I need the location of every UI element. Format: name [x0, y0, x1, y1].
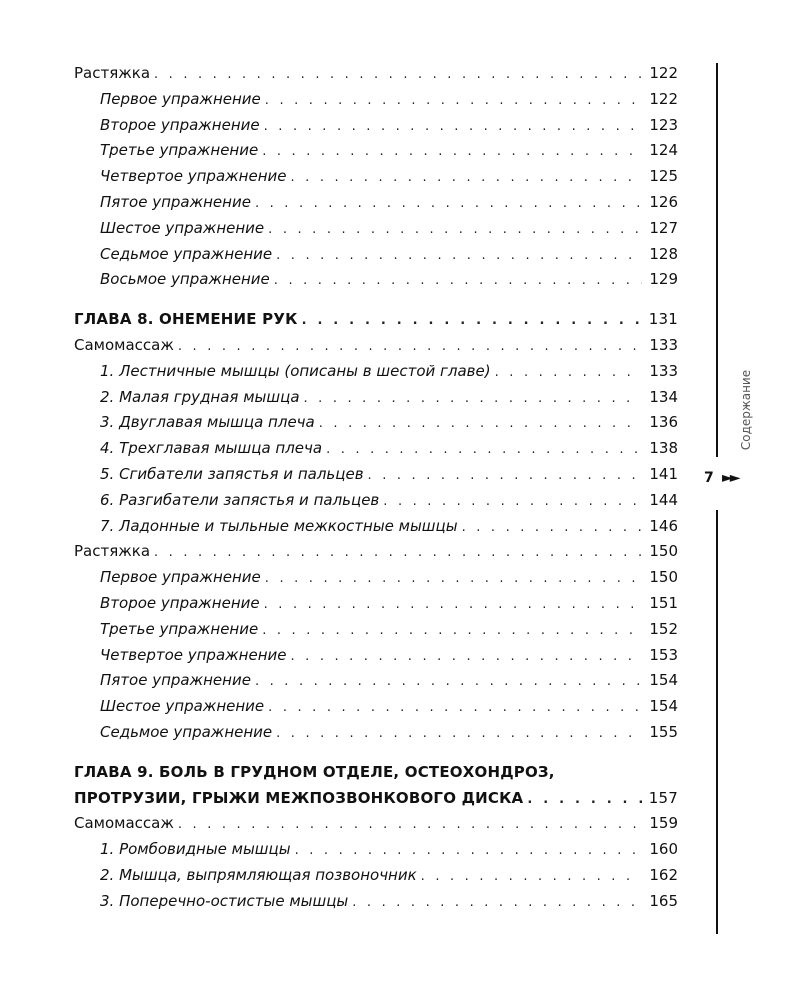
toc-title: Пятое упражнение: [100, 671, 251, 690]
toc-title: Растяжка: [74, 64, 151, 82]
toc-page: 160: [649, 840, 678, 859]
toc-title: Пятое упражнение: [100, 192, 251, 211]
toc-entry-exercise[interactable]: [74, 643, 678, 669]
toc-title: Растяжка: [74, 542, 151, 561]
toc-entry-exercise[interactable]: [74, 190, 678, 216]
toc-title: Третье упражнение: [100, 141, 259, 160]
toc-title: 2. Мышца, выпрямляющая позвоночник: [100, 865, 417, 884]
toc-page: 122: [649, 89, 678, 108]
toc-title: 4. Трехглавая мышца плеча: [100, 439, 323, 458]
toc-title: Самомассаж: [74, 814, 174, 833]
dot-leader: [255, 191, 642, 217]
toc-entry-exercise[interactable]: [74, 565, 678, 591]
toc-title: Восьмое упражнение: [100, 270, 270, 289]
toc-page: 128: [649, 244, 678, 263]
dot-leader: [274, 268, 642, 294]
dot-leader: [352, 890, 642, 916]
dot-leader: [262, 139, 642, 165]
toc-title: ГЛАВА 9. БОЛЬ В ГРУДНОМ ОТДЕЛЕ, ОСТЕОХОНДРОЗ,: [74, 762, 555, 781]
toc-page: 146: [649, 516, 678, 535]
dot-leader: [462, 515, 642, 541]
toc-page: 133: [649, 335, 678, 354]
toc-entry-muscle[interactable]: [74, 385, 678, 411]
margin-rule-top: [716, 63, 718, 457]
toc-page: 126: [649, 192, 678, 211]
toc-title: Самомассаж: [74, 335, 174, 354]
toc-page: 123: [649, 115, 678, 134]
dot-leader: [154, 540, 642, 566]
toc-page: 154: [649, 671, 678, 690]
toc-page: 141: [649, 464, 678, 483]
toc-entry-exercise[interactable]: [74, 720, 678, 746]
toc-entry-exercise[interactable]: [74, 87, 678, 113]
dot-leader: [383, 489, 642, 515]
dot-leader: [178, 812, 642, 838]
toc-title: ПРОТРУЗИИ, ГРЫЖИ МЕЖПОЗВОНКОВОГО ДИСКА: [74, 788, 524, 807]
toc-title: 6. Разгибатели запястья и пальцев: [100, 490, 380, 509]
dot-leader: [265, 566, 642, 592]
toc-page: 159: [649, 814, 678, 833]
dot-leader: [154, 62, 642, 88]
toc-entry-exercise[interactable]: [74, 216, 678, 242]
toc-title: 5. Сгибатели запястья и пальцев: [100, 464, 364, 483]
dot-leader: [495, 360, 642, 386]
toc-entry-exercise[interactable]: [74, 668, 678, 694]
toc-entry-muscle[interactable]: [74, 863, 678, 889]
toc-page: 131: [648, 310, 678, 329]
toc-entry-chapter[interactable]: [74, 307, 678, 333]
toc-entry-section[interactable]: [74, 539, 678, 565]
double-arrow-icon: ►►: [722, 470, 738, 486]
toc-title: 3. Поперечно-остистые мышцы: [100, 891, 349, 910]
toc-title: 1. Лестничные мышцы (описаны в шестой главе): [100, 361, 491, 380]
toc-title: Седьмое упражнение: [100, 244, 273, 263]
toc-entry-section[interactable]: [74, 333, 678, 359]
dot-leader: [268, 217, 642, 243]
margin-rule-bottom: [716, 510, 718, 934]
toc-title: 3. Двуглавая мышца плеча: [100, 413, 315, 432]
toc-title: Шестое упражнение: [100, 697, 265, 716]
dot-leader: [264, 114, 642, 140]
toc-entry-exercise[interactable]: [74, 617, 678, 643]
toc-page: 124: [649, 141, 678, 160]
dot-leader: [304, 386, 642, 412]
table-of-contents: [74, 61, 678, 915]
toc-entry-section[interactable]: [74, 61, 678, 87]
toc-page: 151: [649, 593, 678, 612]
dot-leader: [527, 787, 642, 813]
toc-title: 1. Ромбовидные мышцы: [100, 840, 291, 859]
dot-leader: [265, 88, 642, 114]
toc-title: Второе упражнение: [100, 593, 260, 612]
page-number: 7: [704, 470, 714, 486]
toc-entry-muscle[interactable]: [74, 410, 678, 436]
section-label-text: Содержание: [739, 369, 753, 451]
toc-entry-exercise[interactable]: [74, 113, 678, 139]
toc-page: 136: [649, 413, 678, 432]
toc-page: 133: [649, 361, 678, 380]
dot-leader: [319, 411, 642, 437]
chapter-spacer: [74, 293, 678, 307]
toc-entry-exercise[interactable]: [74, 138, 678, 164]
toc-entry-muscle[interactable]: [74, 889, 678, 915]
toc-page: 153: [649, 645, 678, 664]
dot-leader: [326, 437, 642, 463]
dot-leader: [302, 308, 642, 334]
dot-leader: [421, 864, 642, 890]
toc-page: 152: [649, 619, 678, 638]
toc-entry-chapter-cont[interactable]: [74, 786, 678, 812]
dot-leader: [290, 644, 642, 670]
toc-page: 127: [649, 218, 678, 237]
toc-entry-muscle[interactable]: [74, 462, 678, 488]
dot-leader: [276, 243, 642, 269]
dot-leader: [178, 334, 642, 360]
toc-page: 138: [649, 439, 678, 458]
dot-leader: [262, 618, 642, 644]
toc-title: Первое упражнение: [100, 89, 261, 108]
toc-title: Первое упражнение: [100, 568, 261, 587]
dot-leader: [295, 838, 642, 864]
dot-leader: [264, 592, 642, 618]
toc-page: 122: [649, 64, 678, 82]
toc-page: 150: [649, 542, 678, 561]
running-section-label: [736, 365, 756, 455]
toc-title: 7. Ладонные и тыльные межкостные мышцы: [100, 516, 458, 535]
toc-page: 154: [649, 697, 678, 716]
toc-entry-muscle[interactable]: [74, 488, 678, 514]
toc-page: 155: [649, 722, 678, 741]
toc-entry-section[interactable]: [74, 811, 678, 837]
toc-title: Четвертое упражнение: [100, 645, 287, 664]
toc-entry-exercise[interactable]: [74, 164, 678, 190]
dot-leader: [368, 463, 642, 489]
toc-page: 157: [648, 788, 678, 807]
toc-entry-chapter[interactable]: [74, 760, 678, 786]
dot-leader: [276, 721, 642, 747]
toc-title: Второе упражнение: [100, 115, 260, 134]
toc-title: ГЛАВА 8. ОНЕМЕНИЕ РУК: [74, 310, 298, 329]
toc-entry-muscle[interactable]: [74, 359, 678, 385]
toc-page: 144: [649, 490, 678, 509]
toc-entry-muscle[interactable]: [74, 514, 678, 540]
toc-entry-exercise[interactable]: [74, 267, 678, 293]
toc-page: 129: [649, 270, 678, 289]
toc-title: Шестое упражнение: [100, 218, 265, 237]
toc-title: 2. Малая грудная мышца: [100, 387, 300, 406]
toc-entry-muscle[interactable]: [74, 837, 678, 863]
dot-leader: [290, 165, 642, 191]
toc-entry-muscle[interactable]: [74, 436, 678, 462]
toc-title: Четвертое упражнение: [100, 167, 287, 186]
dot-leader: [268, 695, 642, 721]
toc-entry-exercise[interactable]: [74, 591, 678, 617]
toc-title: Седьмое упражнение: [100, 722, 273, 741]
chapter-spacer: [74, 746, 678, 760]
toc-page: 134: [649, 387, 678, 406]
toc-page: 165: [649, 891, 678, 910]
toc-page: 162: [649, 865, 678, 884]
toc-entry-exercise[interactable]: [74, 694, 678, 720]
dot-leader: [255, 669, 642, 695]
toc-entry-exercise[interactable]: [74, 242, 678, 268]
toc-page: 125: [649, 167, 678, 186]
toc-page: 150: [649, 568, 678, 587]
toc-title: Третье упражнение: [100, 619, 259, 638]
